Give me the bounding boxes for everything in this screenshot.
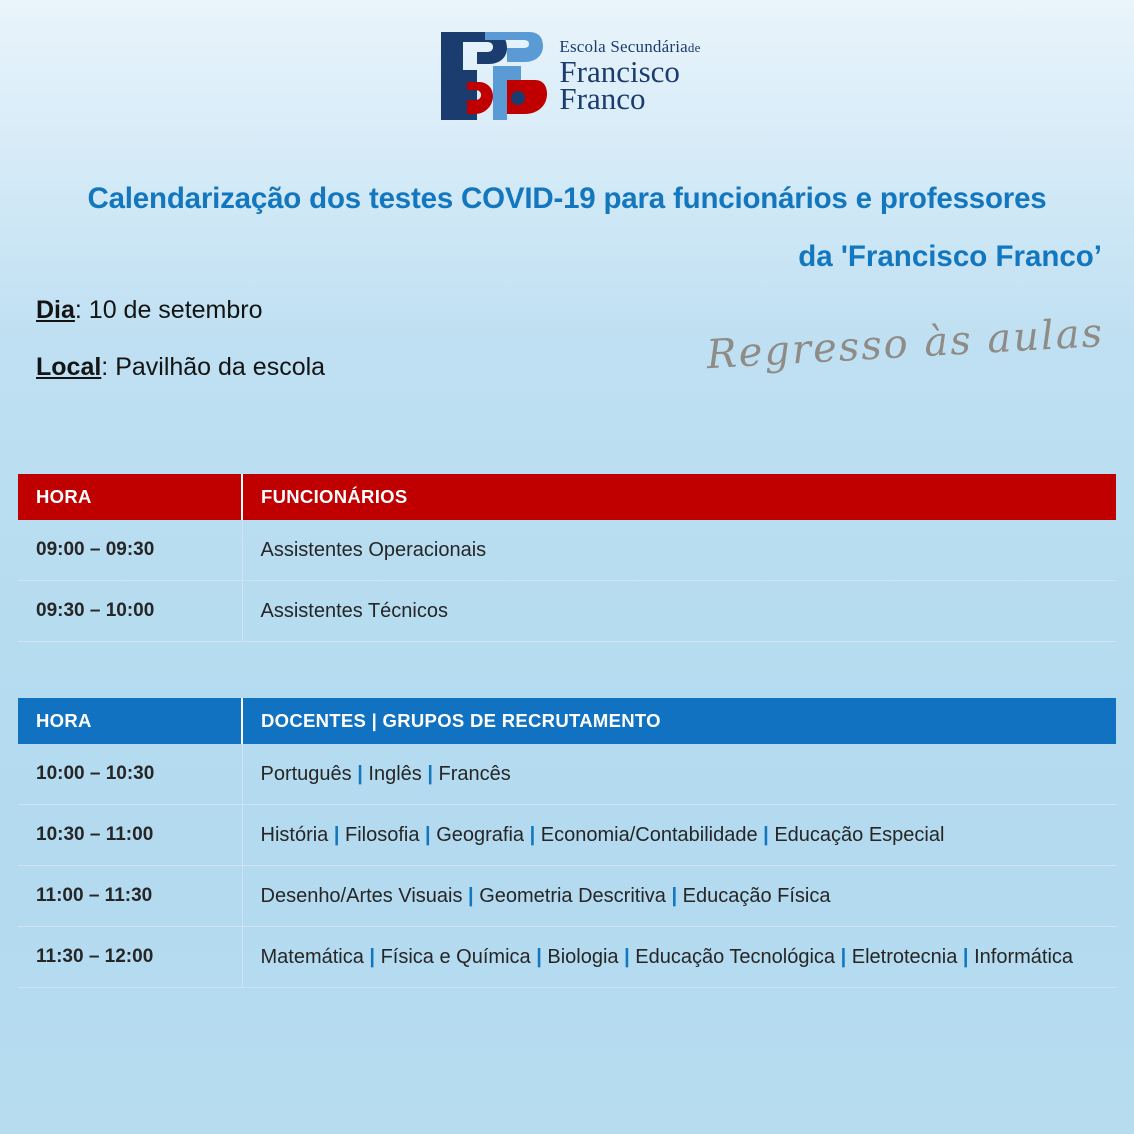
table-row — [18, 581, 1116, 642]
column-header-hora: HORA — [18, 698, 242, 744]
group-separator: | — [524, 824, 541, 846]
group-label: Biologia — [547, 946, 619, 968]
group-separator: | — [757, 824, 775, 846]
cell-hora: 10:30 – 11:00 — [18, 805, 242, 866]
group-separator: | — [421, 763, 439, 785]
school-logo-text — [559, 38, 700, 114]
table-row — [18, 927, 1116, 988]
group-label: Português — [260, 763, 352, 785]
table-header-row — [18, 698, 1116, 744]
group-label: Eletrotecnia — [851, 946, 958, 968]
group-separator: | — [665, 885, 683, 907]
group-separator: | — [328, 824, 346, 846]
group-label: Desenho/Artes Visuais — [260, 885, 463, 907]
cell-grupos — [242, 805, 1116, 866]
table-row — [18, 866, 1116, 927]
cell-hora: 09:30 – 10:00 — [18, 581, 242, 642]
group-label: Informática — [974, 946, 1074, 968]
schedule-table-docentes — [18, 698, 1116, 988]
group-label: Assistentes Operacionais — [260, 539, 487, 561]
group-separator: | — [363, 946, 381, 968]
column-header-hora: HORA — [18, 474, 242, 520]
cell-hora: 11:00 – 11:30 — [18, 866, 242, 927]
column-header-docentes: DOCENTES | GRUPOS DE RECRUTAMENTO — [242, 698, 1116, 744]
page-title: Calendarização dos testes COVID-19 para funcionários e professores — [87, 182, 1047, 215]
group-label: Geometria Descritiva — [479, 885, 666, 907]
cell-grupos — [242, 520, 1116, 581]
logo-line-escola: Escola Secundáriade — [559, 37, 701, 56]
group-separator: | — [618, 946, 636, 968]
group-separator: | — [957, 946, 975, 968]
group-label: Geografia — [436, 824, 525, 846]
school-logo-mark — [433, 26, 551, 126]
table-row — [18, 520, 1116, 581]
group-label: Filosofia — [345, 824, 420, 846]
script-tagline: Regresso às aulas — [705, 310, 1106, 379]
group-separator: | — [462, 885, 480, 907]
event-info — [36, 296, 325, 410]
cell-grupos — [242, 866, 1116, 927]
info-place — [36, 353, 325, 382]
group-separator: | — [530, 946, 548, 968]
info-day-value: : 10 de setembro — [74, 296, 263, 324]
group-label: Inglês — [368, 763, 422, 785]
column-header-funcionarios: FUNCIONÁRIOS — [242, 474, 1116, 520]
group-separator: | — [835, 946, 852, 968]
cell-grupos — [242, 927, 1116, 988]
group-label: Matemática — [260, 946, 364, 968]
school-logo — [433, 26, 700, 126]
group-label: Educação Especial — [774, 824, 945, 846]
group-separator: | — [419, 824, 437, 846]
table-header-row — [18, 474, 1116, 520]
cell-hora: 10:00 – 10:30 — [18, 744, 242, 805]
table-row — [18, 805, 1116, 866]
logo-line-franco: Franco — [559, 81, 646, 116]
group-separator: | — [351, 763, 369, 785]
info-place-value: : Pavilhão da escola — [101, 353, 326, 381]
logo-line-francisco: Francisco — [559, 54, 680, 89]
info-place-label: Local — [36, 353, 102, 381]
table-row — [18, 744, 1116, 805]
cell-hora: 09:00 – 09:30 — [18, 520, 242, 581]
group-label: História — [260, 824, 329, 846]
group-label: Francês — [438, 763, 511, 785]
logo-area — [0, 0, 1134, 140]
schedule-table-funcionarios — [18, 474, 1116, 642]
info-day — [36, 296, 325, 325]
group-label: Física e Química — [380, 946, 531, 968]
cell-grupos — [242, 744, 1116, 805]
page-subtitle: da 'Francisco Franco’ — [798, 240, 1102, 273]
cell-hora: 11:30 – 12:00 — [18, 927, 242, 988]
group-label: Educação Tecnológica — [635, 946, 836, 968]
info-day-label: Dia — [36, 296, 75, 324]
group-label: Educação Física — [682, 885, 831, 907]
group-label: Assistentes Técnicos — [260, 600, 448, 622]
group-label: Economia/Contabilidade — [540, 824, 758, 846]
cell-grupos — [242, 581, 1116, 642]
